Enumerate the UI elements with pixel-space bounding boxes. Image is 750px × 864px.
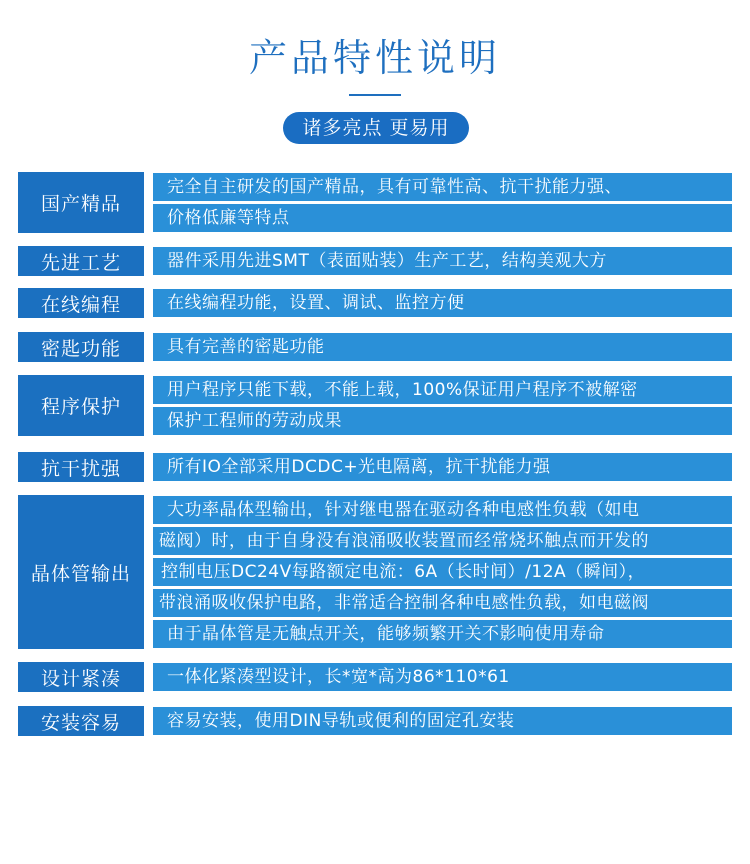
feature-line: 具有完善的密匙功能 (153, 333, 732, 361)
feature-label: 安装容易 (18, 706, 144, 736)
feature-line: 大功率晶体型输出，针对继电器在驱动各种电感性负载（如电 (153, 496, 732, 524)
feature-label: 密匙功能 (18, 332, 144, 362)
feature-label: 先进工艺 (18, 246, 144, 276)
feature-line: 带浪涌吸收保护电路，非常适合控制各种电感性负载，如电磁阀 (153, 589, 732, 617)
feature-line: 容易安装，使用DIN导轨或便利的固定孔安装 (153, 707, 732, 735)
feature-line: 完全自主研发的国产精品，具有可靠性高、抗干扰能力强、 (153, 173, 732, 201)
feature-line: 所有IO全部采用DCDC+光电隔离，抗干扰能力强 (153, 453, 732, 481)
feature-label: 在线编程 (18, 288, 144, 318)
feature-line: 磁阀）时，由于自身没有浪涌吸收装置而经常烧坏触点而开发的 (153, 527, 732, 555)
feature-line: 用户程序只能下载，不能上载，100%保证用户程序不被解密 (153, 376, 732, 404)
feature-label: 晶体管输出 (18, 495, 144, 649)
feature-label: 抗干扰强 (18, 452, 144, 482)
feature-label: 设计紧凑 (18, 662, 144, 692)
highlights-badge: 诸多亮点 更易用 (283, 112, 469, 144)
feature-line: 器件采用先进SMT（表面贴装）生产工艺，结构美观大方 (153, 247, 732, 275)
feature-line: 价格低廉等特点 (153, 204, 732, 232)
feature-label: 国产精品 (18, 172, 144, 233)
feature-line: 控制电压DC24V每路额定电流：6A（长时间）/12A（瞬间）， (153, 558, 732, 586)
feature-line: 保护工程师的劳动成果 (153, 407, 732, 435)
feature-label: 程序保护 (18, 375, 144, 436)
feature-line: 一体化紧凑型设计，长*宽*高为86*110*61 (153, 663, 732, 691)
feature-line: 在线编程功能，设置、调试、监控方便 (153, 289, 732, 317)
feature-line: 由于晶体管是无触点开关，能够频繁开关不影响使用寿命 (153, 620, 732, 648)
title-underline (349, 94, 401, 96)
page-title: 产品特性说明 (248, 36, 501, 80)
